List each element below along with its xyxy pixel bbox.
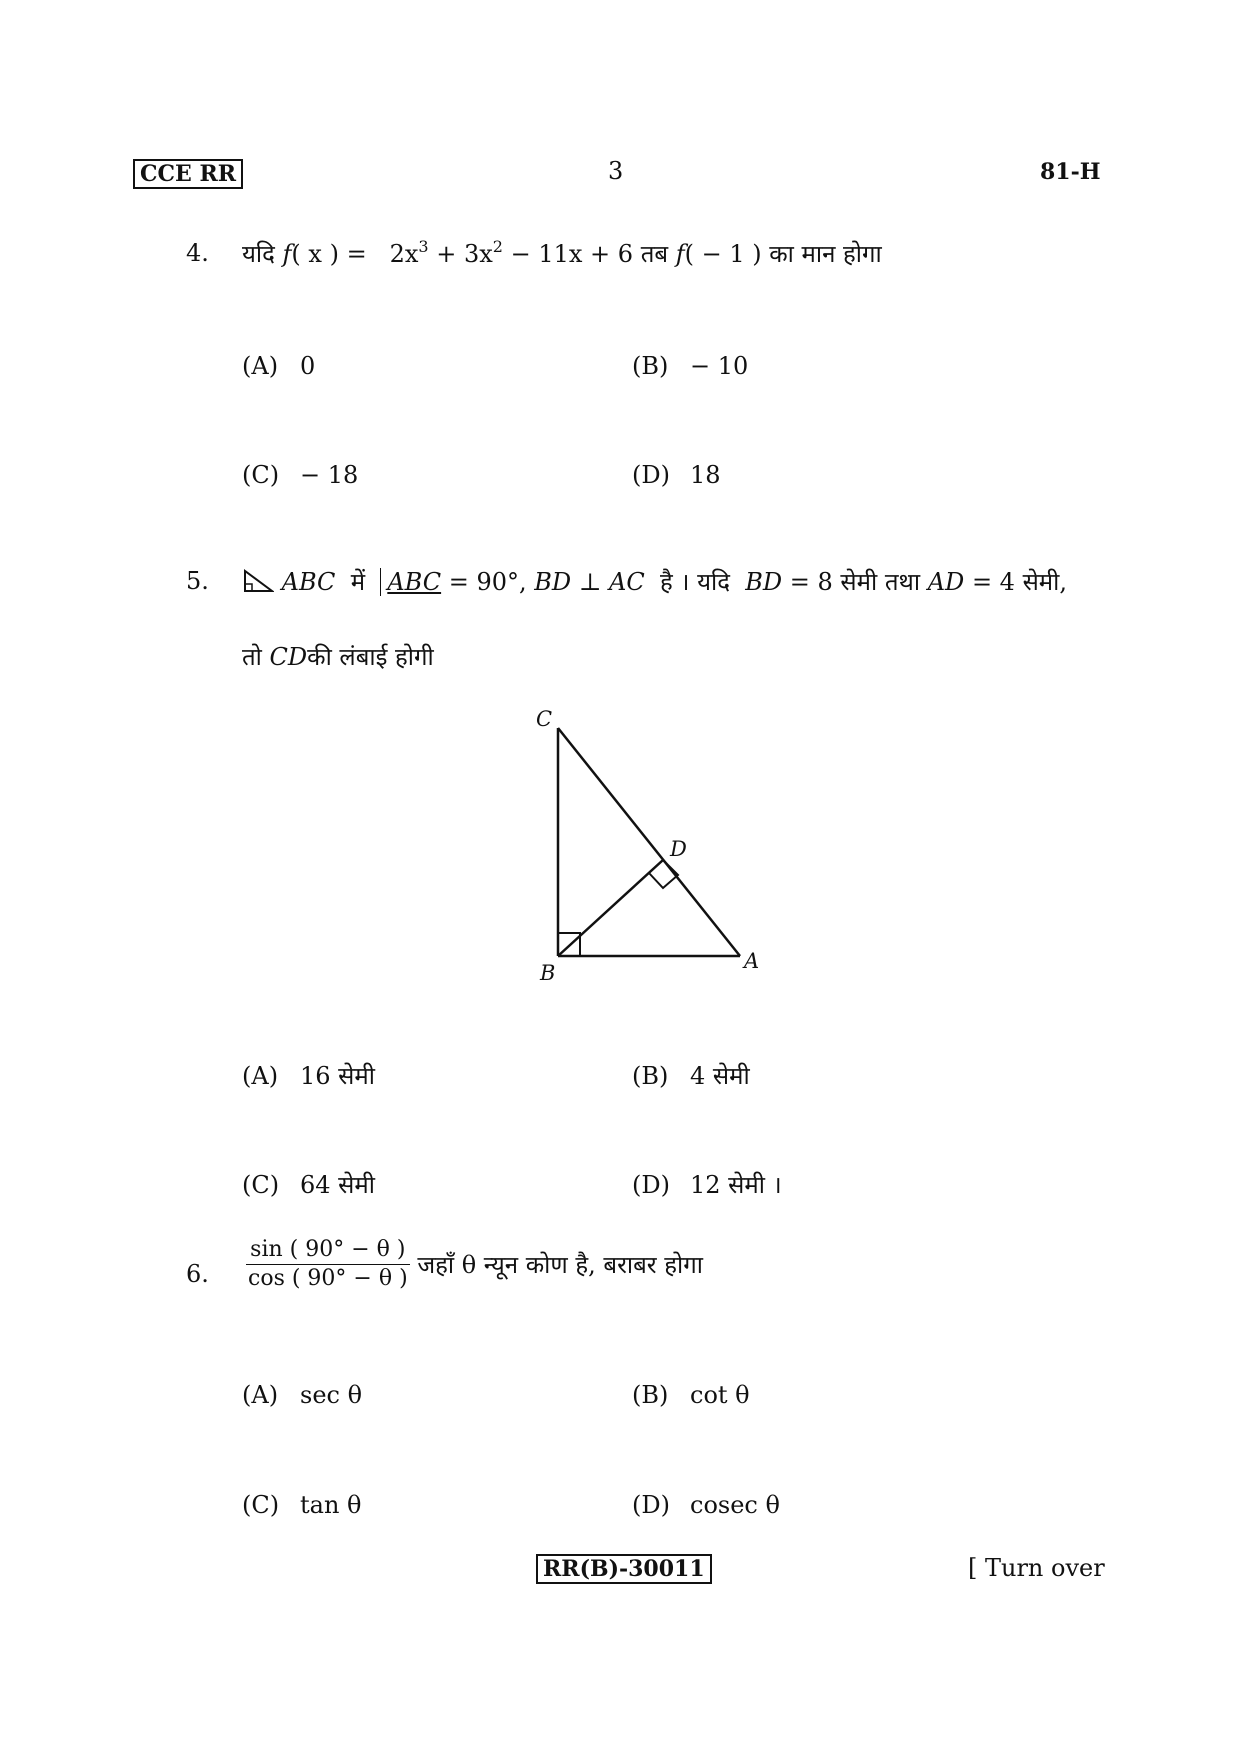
q6-option-c[interactable]: (C) tan θ: [242, 1491, 362, 1519]
cce-rr-box: CCE RR: [133, 159, 243, 189]
q5-option-d[interactable]: (D) 12 सेमी ।: [632, 1171, 782, 1199]
q6-option-b[interactable]: (B) cot θ: [632, 1381, 750, 1409]
q6-fraction: [246, 1236, 410, 1293]
q4-option-a[interactable]: (A) 0: [242, 352, 316, 380]
q4-option-b[interactable]: (B) − 10: [632, 352, 749, 380]
vertex-a-label: A: [744, 949, 760, 973]
q6-option-d[interactable]: (D) cosec θ: [632, 1491, 780, 1519]
q6-question: $\frac{\sin ( 90^\circ - \theta )}{\cos ( 90^\circ - \theta )}$ जहाँ θ न्यून कोण है, बराबर होगा: [248, 1237, 703, 1291]
q5-option-b[interactable]: (B) 4 सेमी: [632, 1062, 750, 1090]
q5-option-a[interactable]: (A) 16 सेमी: [242, 1062, 375, 1090]
footer-code-box: RR(B)-30011: [536, 1554, 712, 1584]
q5-option-c[interactable]: (C) 64 सेमी: [242, 1171, 375, 1199]
angle-abc: ABC: [380, 568, 441, 596]
page-number: 3: [608, 157, 624, 185]
q6-option-a[interactable]: (A) sec θ: [242, 1381, 363, 1409]
turn-over: [ Turn over: [968, 1554, 1105, 1582]
paper-code: 81-H: [1040, 159, 1101, 185]
altitude-bd: [558, 860, 663, 956]
q4-question: यदि f( x ) = $2x^3 + 3x^2 - 11x + 6$ तब f( − 1 ) का मान होगा: [242, 237, 882, 268]
q6-numerator: sin ( 90° − θ ): [246, 1236, 410, 1265]
q4-option-c[interactable]: (C) − 18: [242, 461, 359, 489]
vertex-b-label: B: [540, 961, 556, 985]
q6-denominator: cos ( 90° − θ ): [248, 1266, 408, 1291]
q5-number: 5.: [186, 567, 209, 595]
vertex-d-label: D: [670, 837, 687, 861]
triangle-diagram: [520, 700, 780, 990]
q5-question-line2: तो CDकी लंबाई होगी: [242, 643, 434, 671]
triangle-symbol-icon: [242, 569, 274, 593]
side-ca: [558, 728, 740, 956]
q4-number: 4.: [186, 239, 209, 267]
q6-number: 6.: [186, 1260, 209, 1288]
q5-question-line1: ABC में ABC = 90°, BD ⊥ AC है । यदि BD = 8 सेमी तथा AD = 4 सेमी,: [242, 565, 1067, 598]
vertex-c-label: C: [536, 707, 553, 731]
q4-option-d[interactable]: (D) 18: [632, 461, 721, 489]
